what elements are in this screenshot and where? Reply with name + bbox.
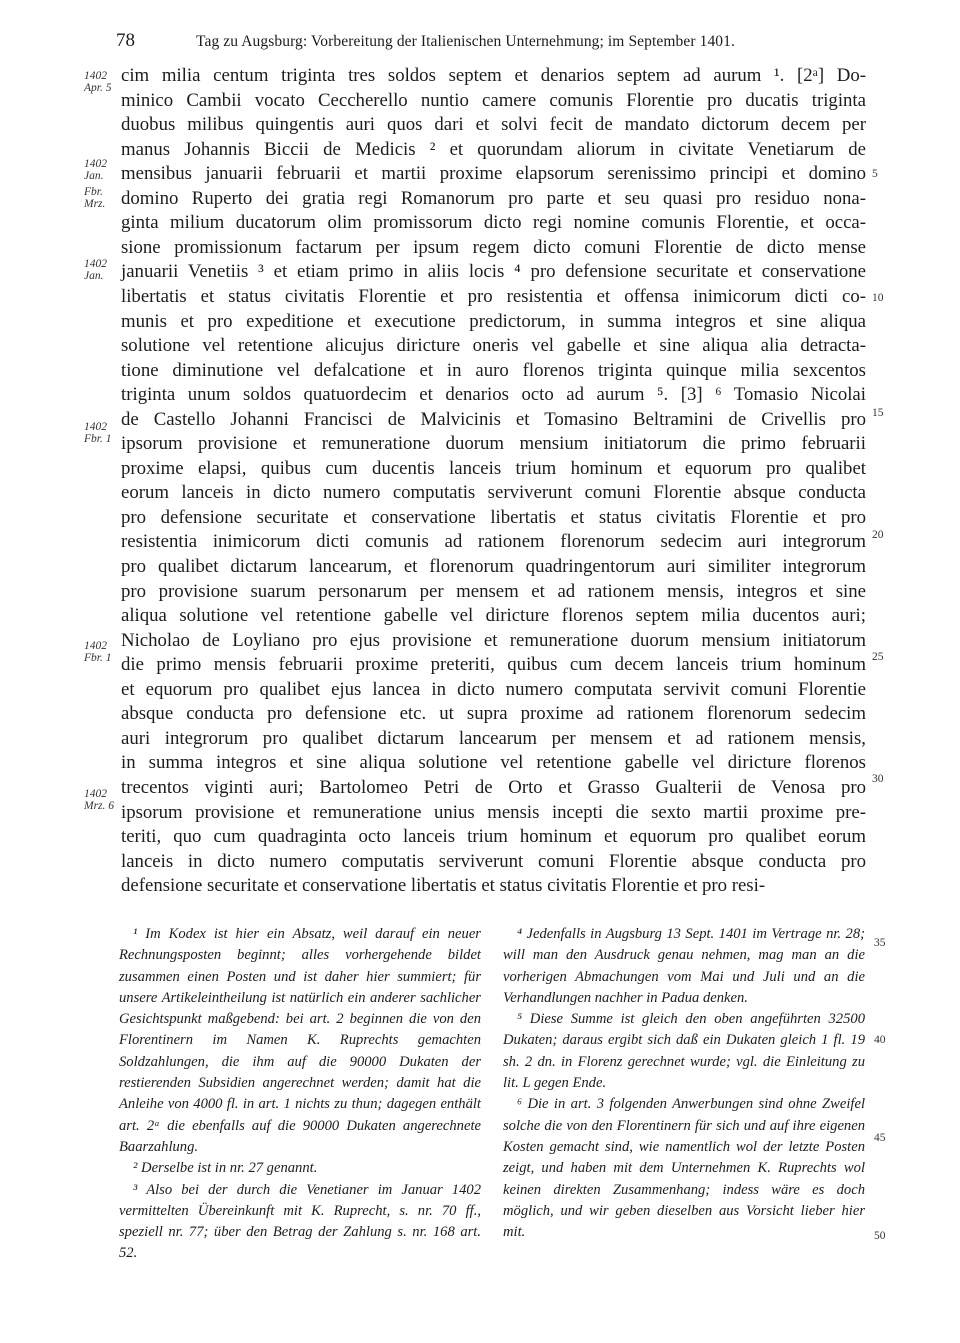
text-line: de Castello Johanni Francisci de Malvicinis et Tomasino Beltramini de Crivellis pro xyxy=(121,408,866,430)
margin-date xyxy=(84,158,118,182)
margin-date xyxy=(84,788,118,812)
line-number: 50 xyxy=(874,1230,886,1242)
margin-year: 1402 xyxy=(84,258,107,270)
text-line: lanceis in dicto numero computatis serviverunt comuni Florentie absque conducta pro xyxy=(121,850,866,872)
margin-date xyxy=(84,198,118,210)
text-line: die primo mensis februarii proxime preteriti, quibus cum decem lanceis trium hominum xyxy=(121,654,866,676)
line-number: 30 xyxy=(872,773,884,785)
text-line: Nicholao de Loyliano pro ejus provisione et remuneratione duorum mensium initiatorum xyxy=(121,629,866,651)
footnotes-left-column xyxy=(119,924,481,1265)
text-line: absque conducta pro defensione etc. ut supra proxime ad rationem florenorum sedecim xyxy=(121,703,866,725)
margin-date xyxy=(84,258,118,282)
line-number: 5 xyxy=(872,168,878,180)
running-title: Tag zu Augsburg: Vorbereitung der Italienischen Unternehmung; im September 1401. xyxy=(196,33,735,50)
margin-year: 1402 xyxy=(84,158,107,170)
text-line: pro qualibet dictarum lancearum, et florenorum quadringentorum auri similiter integrorum xyxy=(121,556,866,577)
line-number: 20 xyxy=(872,529,884,541)
margin-day: Jan. xyxy=(84,270,104,282)
text-line: pro defensione securitate et conservatione libertatis et status civitatis Florentie et pro xyxy=(121,506,866,528)
line-number: 40 xyxy=(874,1034,886,1046)
text-line: januarii Venetiis ³ et etiam primo in aliis locis ⁴ pro defensione securitate et conservatione xyxy=(121,261,866,283)
margin-day: Apr. 5 xyxy=(84,82,112,94)
line-number: 25 xyxy=(872,651,884,663)
line-number: 10 xyxy=(872,292,884,304)
text-line: mensibus januarii februarii et martii proxime elapsorum serenissimo principi et domino xyxy=(121,163,866,185)
text-line: duobus milibus quingentis auri quos dari et solvi fecit de mandato dictorum decem per xyxy=(121,114,866,136)
margin-date xyxy=(84,421,118,445)
margin-year: 1402 xyxy=(84,788,107,800)
text-line: in summa integros et sine aliqua solutione vel retentione gabelle vel diricture florenos xyxy=(121,752,866,774)
text-line: resistentia inimicorum dicti comunis ad rationem florenorum sedecim auri integrorum xyxy=(121,531,866,553)
margin-day: Mrz. 6 xyxy=(84,800,115,812)
footnotes-right-column xyxy=(503,924,865,1243)
margin-day: Mrz. xyxy=(84,198,106,210)
footnote: ⁵ Diese Summe ist gleich den oben angeführten 32500 Dukaten; daraus ergibt sich daß ein Dukaten gleich 1 fl. 19 sh. 2 dn. in Florenz gerechnet wurde; vgl. die Einleitung zu lit. L gegen Ende. xyxy=(503,1011,865,1092)
page-number: 78 xyxy=(116,30,135,51)
text-line: pro provisione suarum personarum per mensem et ad rationem mensis, integros et sine xyxy=(121,580,866,602)
text-line: domino Ruperto dei gratia regi Romanorum pro parte et seu quasi pro residuo nona- xyxy=(121,187,866,209)
margin-date xyxy=(84,186,118,198)
margin-day: Fbr. 1 xyxy=(84,652,112,664)
text-line: proxime elapsi, quibus cum ducentis lanceis trium hominum et equorum pro qualibet xyxy=(121,457,866,479)
line-number: 15 xyxy=(872,407,884,419)
text-line: solutione vel retentione alicujus diricture oneris vel gabelle et sine aliqua alia detracta- xyxy=(121,335,866,357)
margin-day: Fbr. 1 xyxy=(84,433,112,445)
margin-date xyxy=(84,640,118,664)
text-line: teriti, quo cum quadraginta octo lanceis trium hominum et equorum pro qualibet eorum xyxy=(121,826,866,848)
text-line: manus Johannis Biccii de Medicis ² et quorundam aliorum in civitate Venetiarum de xyxy=(121,138,866,160)
text-line: trecentos viginti auri; Bartolomeo Petri de Orto et Grasso Gualterii de Venosa pro xyxy=(121,776,866,798)
text-line: munis et pro expeditione et executione predictorum, in summa integros et sine aliqua xyxy=(121,310,866,332)
text-line: ipsorum provisione et remuneratione unius mensis incepti die sexto martii proxime pre- xyxy=(121,801,866,823)
text-line: eorum lanceis in dicto numero computatis serviverunt comuni Florentie absque conducta xyxy=(121,482,866,504)
running-header xyxy=(116,30,876,56)
text-line: ginta milium ducatorum olim promissorum dicto regi nomine comunis Florentie, et occa- xyxy=(121,212,866,234)
footnote: ⁶ Die in art. 3 folgenden Anwerbungen sind ohne Zweifel solche die von den Florentinern für sich und auf ihre eigenen Kosten gemacht sind, wie namentlich wol der letzte Posten zeigt, und haben mit dem Unternehmen K. Ruprechts wol keinen direkten Zusammenhang; indess wäre es doch möglich, und wir geben dieselben aus Vorsicht lieber hier mit. xyxy=(503,1096,865,1241)
margin-year: 1402 xyxy=(84,70,107,82)
margin-day: Fbr. xyxy=(84,186,103,198)
line-number: 45 xyxy=(874,1132,886,1144)
text-line: tione diminutione vel defalcatione et in auro florenos triginta quinque milia sexcentos xyxy=(121,359,866,381)
text-line: et equorum pro qualibet ejus lancea in dicto numero computata servivit comuni Florentie xyxy=(121,678,866,700)
text-line: sione promissionum factarum per ipsum regem dicto comuni Florentie de dicto mense xyxy=(121,236,866,258)
text-line: triginta unum soldos quatuordecim et denarios octo ad aurum ⁵. [3] ⁶ Tomasio Nicolai xyxy=(121,384,866,406)
footnote: ³ Also bei der durch die Venetianer im Januar 1402 vermittelten Übereinkunft mit K. Ruprecht, s. nr. 70 ff., speziell nr. 77; über den Betrag der Zahlung s. nr. 168 art. 52. xyxy=(119,1181,481,1262)
text-line: libertatis et status civitatis Florentie et pro resistentia et offensa inimicorum dicti co- xyxy=(121,285,866,307)
footnote: ² Derselbe ist in nr. 27 genannt. xyxy=(133,1160,318,1177)
margin-year: 1402 xyxy=(84,640,107,652)
text-line: auri integrorum pro qualibet dictarum lancearum per mensem et ad rationem mensis, xyxy=(121,727,866,749)
text-line: ipsorum provisione et remuneratione duorum mensium initiatorum die primo februarii xyxy=(121,433,866,455)
footnote: ¹ Im Kodex ist hier ein Absatz, weil darauf ein neuer Rechnungsposten beginnt; alles vorhergehende bildet zusammen einen Posten und ist daher hier summiert; für unsere Artikeleintheilung ist natürlich ein anderer sachlicher Gesichtspunkt maßgebend: bei art. 2 beginnen die von den Florentinern im Namen K. Ruprechts gemachten Soldzahlungen, die ihm auf die 90000 Dukaten der restierenden Subsidien angerechnet werden; damit hat die Anleihe von 4000 fl. in art. 1 nichts zu thun; dagegen enthält art. 2ᵃ die ebenfalls auf die 90000 Dukaten angerechnete Baarzahlung. xyxy=(119,926,481,1155)
line-number: 35 xyxy=(874,937,886,949)
text-line: aliqua solutione vel retentione gabelle vel diricture florenos septem milia ducentos auri; xyxy=(121,605,866,627)
margin-year: 1402 xyxy=(84,421,107,433)
margin-day: Jan. xyxy=(84,170,104,182)
margin-date xyxy=(84,70,118,94)
text-line: cim milia centum triginta tres soldos septem et denarios septem ad aurum ¹. [2ᵃ] Do- xyxy=(121,65,866,86)
text-line: defensione securitate et conservatione libertatis et status civitatis Florentie et pro resi- xyxy=(121,875,766,897)
footnote: ⁴ Jedenfalls in Augsburg 13 Sept. 1401 im Vertrage nr. 28; will man den Ausdruck genau nehmen, mag man an die vorherigen Abmachungen vom Mai und Juli und an die Verhandlungen nachher in Padua denken. xyxy=(503,926,865,1006)
text-line: minico Cambii vocato Ceccherello nuntio camere comunis Florentie pro ducatis triginta xyxy=(121,89,866,111)
